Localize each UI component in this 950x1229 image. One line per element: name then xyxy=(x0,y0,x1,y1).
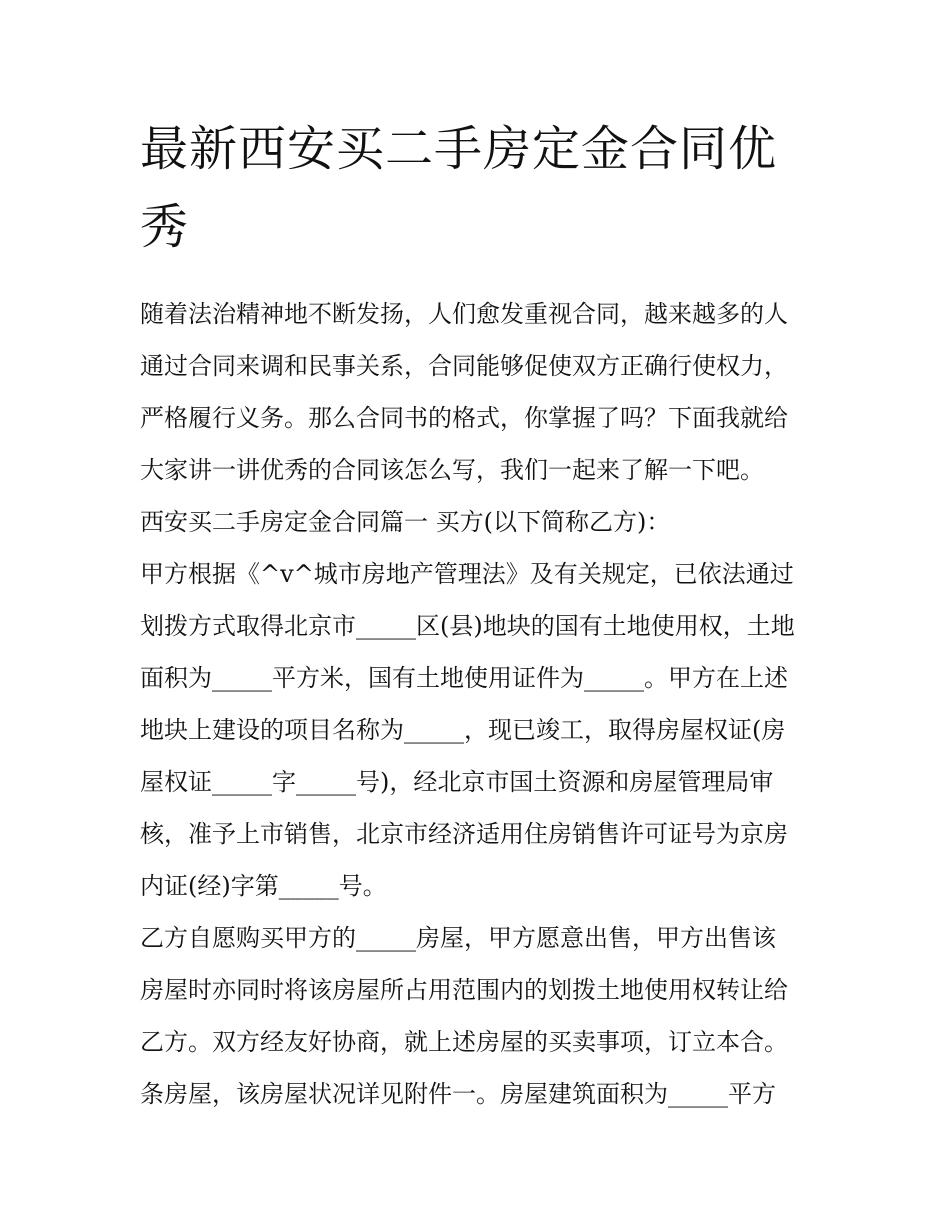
text-line: 严格履行义务。那么合同书的格式，你掌握了吗？下面我就给 xyxy=(140,404,788,432)
text-line: 乙方自愿购买甲方的_____房屋，甲方愿意出售，甲方出售该 xyxy=(140,924,776,952)
clause-paragraph xyxy=(140,548,820,912)
text-line: 条房屋，该房屋状况详见附件一。房屋建筑面积为_____平方 xyxy=(140,1080,776,1108)
text-line: 随着法治精神地不断发扬，人们愈发重视合同，越来越多的人 xyxy=(140,300,788,328)
text-line: 面积为_____平方米，国有土地使用证件为_____。甲方在上述 xyxy=(140,664,788,692)
text-line: 屋权证_____字_____号)，经北京市国土资源和房屋管理局审 xyxy=(140,768,774,796)
text-line: 乙方。双方经友好协商，就上述房屋的买卖事项，订立本合。 xyxy=(140,1028,788,1056)
section-heading xyxy=(140,496,820,548)
text-line: 西安买二手房定金合同篇一 买方(以下简称乙方)： xyxy=(140,508,671,536)
title-line: 秀 xyxy=(140,199,190,255)
text-line: 核，准予上市销售，北京市经济适用住房销售许可证号为京房 xyxy=(140,820,788,848)
document-page xyxy=(140,110,820,1120)
text-line: 大家讲一讲优秀的合同该怎么写，我们一起来了解一下吧。 xyxy=(140,456,764,484)
clause-paragraph xyxy=(140,912,820,1120)
intro-paragraph xyxy=(140,288,820,496)
text-line: 甲方根据《^v^城市房地产管理法》及有关规定，已依法通过 xyxy=(140,560,794,588)
text-line: 内证(经)字第_____号。 xyxy=(140,872,387,900)
text-line: 划拨方式取得北京市_____区(县)地块的国有土地使用权，土地 xyxy=(140,612,795,640)
text-line: 房屋时亦同时将该房屋所占用范围内的划拨土地使用权转让给 xyxy=(140,976,788,1004)
document-title xyxy=(140,110,820,266)
text-line: 地块上建设的项目名称为_____，现已竣工，取得房屋权证(房 xyxy=(140,716,786,744)
text-line: 通过合同来调和民事关系，合同能够促使双方正确行使权力， xyxy=(140,352,788,380)
title-line: 最新西安买二手房定金合同优 xyxy=(140,121,778,177)
